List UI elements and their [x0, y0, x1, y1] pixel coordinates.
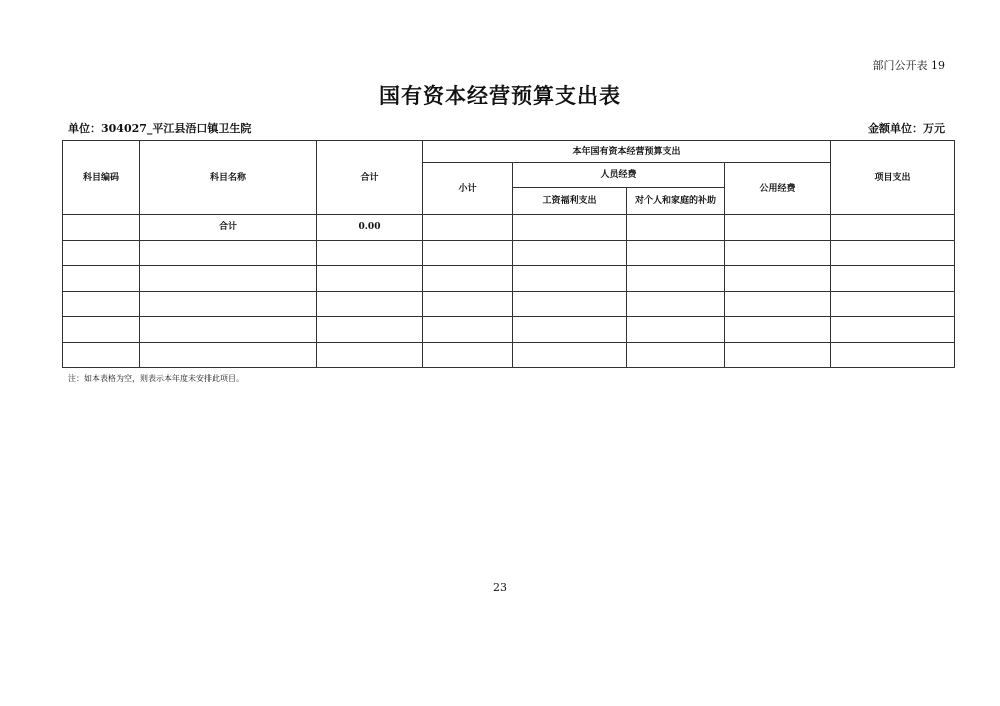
cell-name [140, 342, 317, 368]
cell-total [317, 240, 423, 266]
cell-salary [513, 215, 627, 241]
cell-project [831, 266, 955, 292]
budget-table [62, 140, 955, 368]
cell-subtotal [423, 342, 513, 368]
cell-salary [513, 317, 627, 343]
header-total: 合计 [317, 141, 423, 215]
page-number: 23 [493, 581, 507, 594]
cell-project [831, 317, 955, 343]
cell-name [140, 291, 317, 317]
cell-public [725, 266, 831, 292]
header-salary: 工资福利支出 [513, 188, 627, 215]
cell-personal-family [627, 240, 725, 266]
cell-name [140, 317, 317, 343]
page-title: 国有资本经营预算支出表 [379, 83, 621, 108]
document-code: 部门公开表 19 [872, 59, 945, 72]
table-row [63, 215, 955, 241]
cell-public [725, 342, 831, 368]
cell-code [63, 266, 140, 292]
header-project: 项目支出 [831, 141, 955, 215]
cell-name [140, 266, 317, 292]
cell-public [725, 240, 831, 266]
table-row [63, 317, 955, 343]
cell-personal-family [627, 291, 725, 317]
cell-public [725, 317, 831, 343]
header-current-year: 本年国有资本经营预算支出 [423, 141, 831, 163]
cell-name: 合计 [140, 215, 317, 241]
header-personnel: 人员经费 [513, 163, 725, 188]
cell-total: 0.00 [317, 215, 423, 241]
cell-total [317, 266, 423, 292]
table-row [63, 240, 955, 266]
cell-code [63, 342, 140, 368]
cell-subtotal [423, 317, 513, 343]
cell-project [831, 215, 955, 241]
cell-total [317, 317, 423, 343]
cell-personal-family [627, 342, 725, 368]
cell-code [63, 240, 140, 266]
table-row [63, 291, 955, 317]
cell-code [63, 317, 140, 343]
cell-project [831, 291, 955, 317]
header-name: 科目名称 [140, 141, 317, 215]
cell-name [140, 240, 317, 266]
table-row [63, 266, 955, 292]
cell-personal-family [627, 215, 725, 241]
cell-code [63, 215, 140, 241]
table-row [63, 342, 955, 368]
table-note: 注：如本表格为空，则表示本年度未安排此项目。 [68, 374, 244, 383]
cell-salary [513, 240, 627, 266]
header-public: 公用经费 [725, 163, 831, 215]
cell-salary [513, 342, 627, 368]
cell-total [317, 291, 423, 317]
cell-code [63, 291, 140, 317]
cell-project [831, 240, 955, 266]
unit-label: 单位：304027_平江县浯口镇卫生院 [68, 122, 252, 135]
cell-subtotal [423, 291, 513, 317]
cell-subtotal [423, 266, 513, 292]
header-personal-family: 对个人和家庭的补助 [627, 188, 725, 215]
cell-total [317, 342, 423, 368]
cell-salary [513, 266, 627, 292]
cell-public [725, 291, 831, 317]
cell-subtotal [423, 215, 513, 241]
header-subtotal: 小计 [423, 163, 513, 215]
cell-project [831, 342, 955, 368]
cell-public [725, 215, 831, 241]
amount-unit-label: 金额单位：万元 [868, 122, 945, 135]
cell-subtotal [423, 240, 513, 266]
cell-personal-family [627, 266, 725, 292]
cell-salary [513, 291, 627, 317]
header-code: 科目编码 [63, 141, 140, 215]
cell-personal-family [627, 317, 725, 343]
